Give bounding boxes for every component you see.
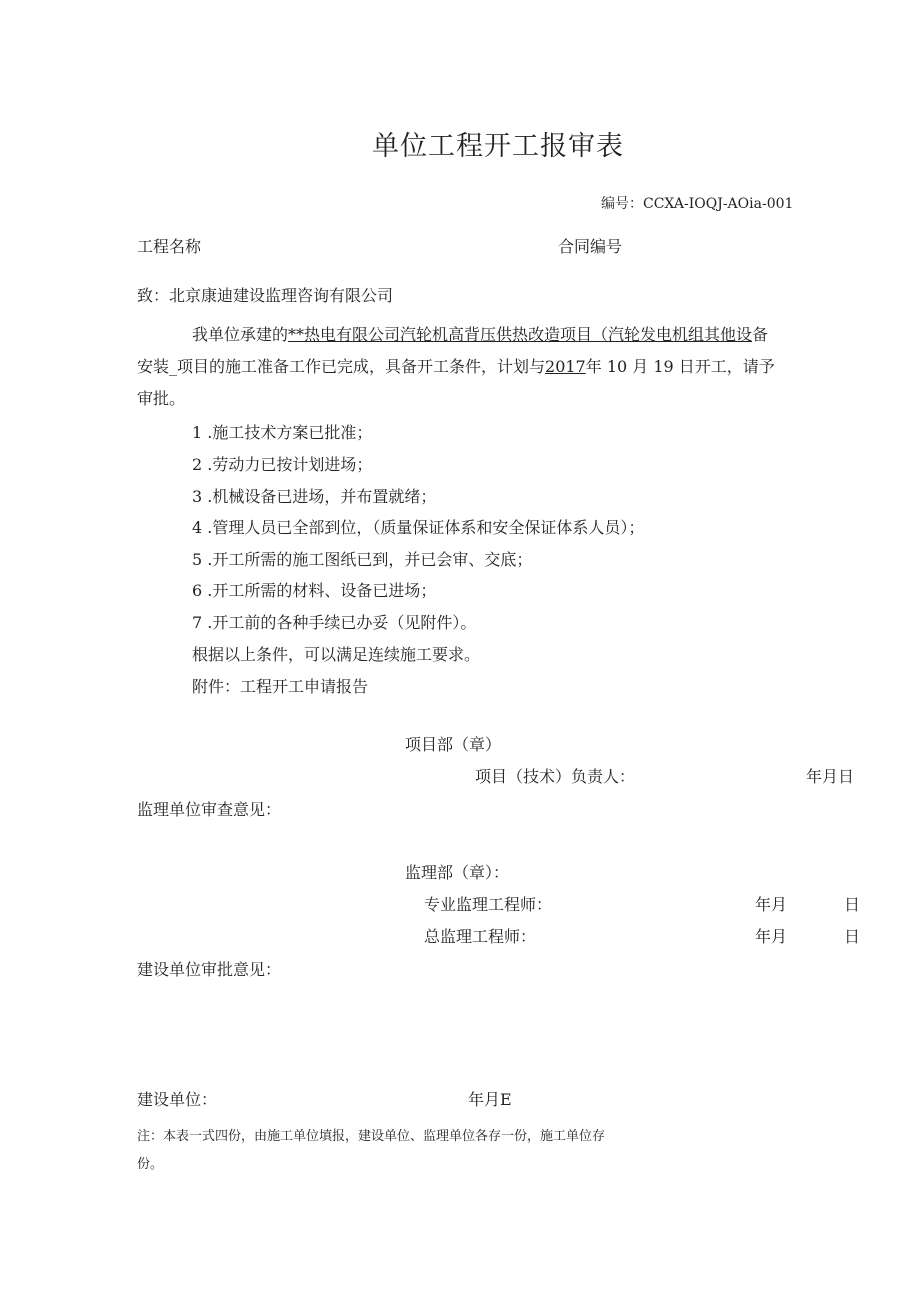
intro-line-3: 审批。 — [137, 389, 186, 408]
condition-item: 6 .开工所需的材料、设备已进场； — [192, 581, 437, 600]
intro-project-name: **热电有限公司汽轮机高背压供热改造项目（汽轮发电机组其他设 — [288, 325, 753, 344]
owner-unit-label: 建设单位： — [137, 1090, 218, 1109]
chief-engineer-label: 总监理工程师： — [424, 927, 537, 946]
document-number: 编号：CCXA-IOQJ-AOia-001 — [601, 196, 794, 212]
condition-item: 7 .开工前的各种手续已办妥（见附件）。 — [192, 613, 477, 632]
condition-item: 2 .劳动力已按计划进场； — [192, 455, 373, 474]
condition-item: 4 .管理人员已全部到位，（质量保证体系和安全保证体系人员）； — [192, 518, 645, 537]
page-title: 单位工程开工报审表 — [372, 131, 624, 162]
owner-date-label: 年月E — [468, 1090, 512, 1109]
contract-no-label: 合同编号 — [558, 237, 623, 256]
condition-item: 5 .开工所需的施工图纸已到，并已会审、交底； — [192, 550, 533, 569]
addressee: 致：北京康迪建设监理咨询有限公司 — [137, 286, 394, 305]
footnote-line-1: 注：本表一式四份，由施工单位填报，建设单位、监理单位各存一份，施工单位存 — [137, 1129, 606, 1144]
chief-day-label: 日 — [844, 927, 861, 946]
engineer-day-label: 日 — [844, 895, 861, 914]
intro-line-1 — [192, 322, 768, 345]
intro-text: 备 — [752, 325, 769, 344]
intro-year: 2017 — [545, 357, 586, 376]
project-name-label: 工程名称 — [137, 237, 202, 256]
intro-text: 我单位承建的 — [192, 325, 289, 344]
contractor-date-label: 年月日 — [806, 767, 855, 786]
project-dept-stamp: 项目部（章） — [405, 735, 502, 754]
responsible-person-label: 项目（技术）负责人： — [475, 767, 636, 786]
condition-item: 1 .施工技术方案已批准； — [192, 423, 373, 442]
owner-opinion-label: 建设单位审批意见： — [137, 960, 282, 979]
supervision-opinion-label: 监理单位审查意见： — [137, 800, 282, 819]
professional-engineer-label: 专业监理工程师： — [424, 895, 553, 914]
engineer-ym-label: 年月 — [755, 895, 788, 914]
intro-text: 年 10 月 19 日开工，请予 — [585, 357, 775, 376]
summary-text: 根据以上条件，可以满足连续施工要求。 — [192, 645, 481, 664]
supervision-dept-stamp: 监理部（章）： — [405, 863, 510, 882]
chief-ym-label: 年月 — [755, 927, 788, 946]
attachment-text: 附件：工程开工申请报告 — [192, 677, 369, 696]
footnote-line-2: 份。 — [137, 1157, 164, 1172]
condition-item: 3 .机械设备已进场，并布置就绪； — [192, 487, 437, 506]
intro-text: 安装_项目的施工准备工作已完成，具备开工条件，计划与 — [137, 357, 546, 376]
intro-line-2 — [137, 354, 775, 377]
